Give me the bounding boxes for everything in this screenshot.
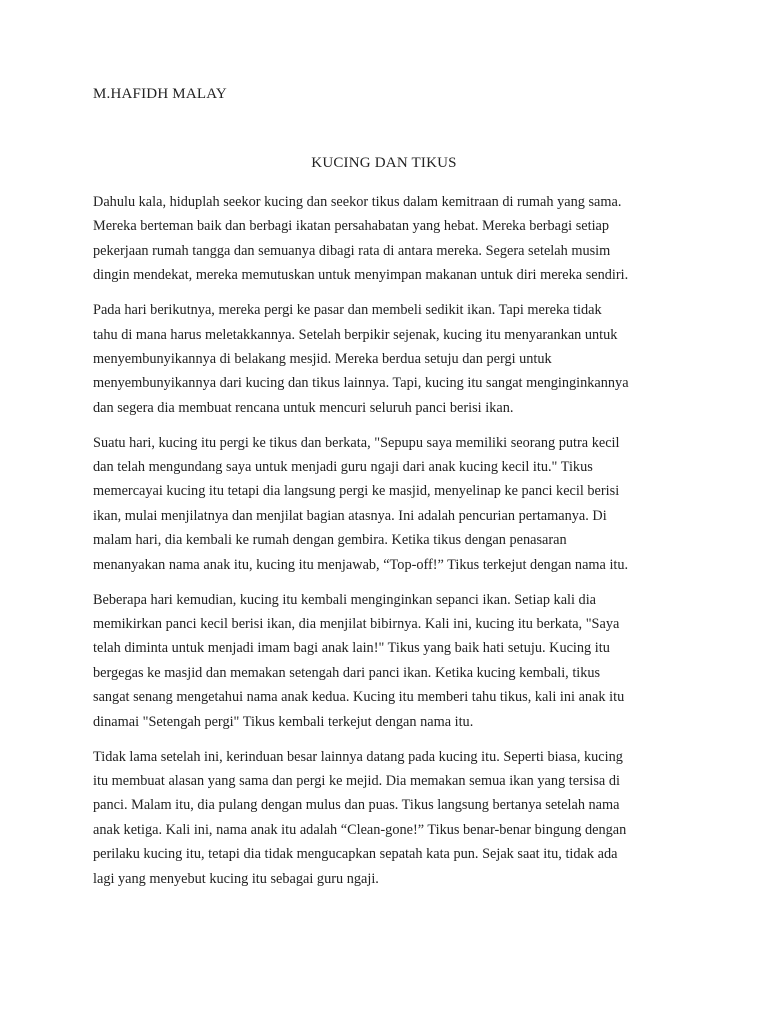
text-line: dan segera dia membuat rencana untuk mencuri seluruh panci berisi ikan.: [93, 399, 514, 416]
paragraph: [93, 431, 681, 577]
author-name: M.HAFIDH MALAY: [93, 86, 227, 102]
text-line: dinamai "Setengah pergi" Tikus kembali terkejut dengan nama itu.: [93, 713, 474, 730]
text-line: memercayai kucing itu tetapi dia langsung pergi ke masjid, menyelinap ke panci kecil berisi: [93, 483, 620, 500]
paragraph: [93, 588, 681, 734]
text-line: ikan, mulai menjilatnya dan menjilat bagian atasnya. Ini adalah pencurian pertamanya. Di: [93, 507, 607, 524]
text-line: perilaku kucing itu, tetapi dia tidak mengucapkan sepatah kata pun. Sejak saat itu, tidak ada: [93, 846, 618, 863]
text-line: Suatu hari, kucing itu pergi ke tikus dan berkata, "Sepupu saya memiliki seorang putra kecil: [93, 434, 620, 451]
document-title: KUCING DAN TIKUS: [311, 155, 457, 171]
text-line: Dahulu kala, hiduplah seekor kucing dan seekor tikus dalam kemitraan di rumah yang sama.: [93, 194, 622, 210]
text-line: lagi yang menyebut kucing itu sebagai guru ngaji.: [93, 870, 379, 887]
text-line: Beberapa hari kemudian, kucing itu kembali menginginkan sepanci ikan. Setiap kali dia: [93, 591, 597, 608]
text-line: Pada hari berikutnya, mereka pergi ke pasar dan membeli sedikit ikan. Tapi mereka tidak: [93, 302, 602, 319]
paragraph: [93, 745, 681, 891]
text-line: menyembunyikannya di belakang mesjid. Mereka berdua setuju dan pergi untuk: [93, 350, 552, 367]
text-line: bergegas ke masjid dan memakan setengah dari panci ikan. Ketika kucing kembali, tikus: [93, 664, 601, 681]
text-line: malam hari, dia kembali ke rumah dengan gembira. Ketika tikus dengan penasaran: [93, 532, 567, 549]
text-line: menyembunyikannya dari kucing dan tikus lainnya. Tapi, kucing itu sangat menginginkannya: [93, 375, 629, 392]
text-line: Mereka berteman baik dan berbagi ikatan persahabatan yang hebat. Mereka berbagi setiap: [93, 218, 610, 235]
text-line: dingin mendekat, mereka memutuskan untuk menyimpan makanan untuk diri mereka sendiri.: [93, 267, 629, 284]
paragraph: [93, 190, 681, 288]
text-line: menanyakan nama anak itu, kucing itu menjawab, “Top-off!” Tikus terkejut dengan nama itu.: [93, 556, 629, 573]
story-body: [93, 190, 681, 901]
text-line: memikirkan panci kecil berisi ikan, dia menjilat bibirnya. Kali ini, kucing itu berkata, "Saya: [93, 616, 620, 632]
paragraph: [93, 298, 681, 420]
text-line: sangat senang mengetahui nama anak kedua. Kucing itu memberi tahu tikus, kali ini anak itu: [93, 689, 625, 706]
text-line: panci. Malam itu, dia pulang dengan mulus dan puas. Tikus langsung bertanya setelah nama: [93, 797, 620, 814]
text-line: tahu di mana harus meletakkannya. Setelah berpikir sejenak, kucing itu menyarankan untuk: [93, 326, 618, 343]
text-line: anak ketiga. Kali ini, nama anak itu adalah “Clean-gone!” Tikus benar-benar bingung dengan: [93, 821, 627, 838]
text-line: telah diminta untuk menjadi imam bagi anak lain!" Tikus yang baik hati setuju. Kucing itu: [93, 640, 610, 657]
text-line: Tidak lama setelah ini, kerinduan besar lainnya datang pada kucing itu. Seperti biasa, kucing: [93, 748, 623, 765]
text-line: dan telah mengundang saya untuk menjadi guru ngaji dari anak kucing kecil itu." Tikus: [93, 459, 593, 476]
text-line: pekerjaan rumah tangga dan semuanya dibagi rata di antara mereka. Segera setelah musim: [93, 242, 611, 259]
text-line: itu membuat alasan yang sama dan pergi ke mejid. Dia memakan semua ikan yang tersisa di: [93, 772, 620, 789]
